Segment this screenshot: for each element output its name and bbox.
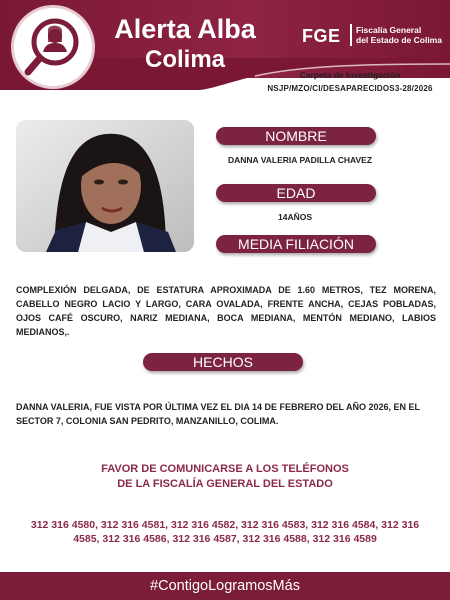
missing-person-photo xyxy=(16,120,194,252)
nombre-label: NOMBRE xyxy=(216,127,376,145)
media-filiacion-text: COMPLEXIÓN DELGADA, DE ESTATURA APROXIMADA DE 1.60 METROS, TEZ MORENA, CABELLO NEGRO LACIO Y LARGO, CARA OVALADA, FRENTE ANCHA, CEJAS POBLADAS, OJOS CAFÉ OSCURO, NARIZ MEDIANA, BOCA MEDIANA, MENTÓN MEDIANO, LABIOS MEDIANOS,. xyxy=(16,285,436,337)
hechos-label: HECHOS xyxy=(143,353,303,371)
brand-title-line2: Colima xyxy=(144,46,225,73)
agency-full-name xyxy=(356,25,442,45)
contact-instructions xyxy=(60,462,390,492)
logo-badge xyxy=(14,8,92,86)
contact-line2: DE LA FISCALÍA GENERAL DEL ESTADO xyxy=(117,478,333,490)
hechos-text: DANNA VALERIA, FUE VISTA POR ÚLTIMA VEZ EL DIA 14 DE FEBRERO DEL AÑO 2026, EN EL SECTOR 7, COLONIA SAN PEDRITO, MANZANILLO, COLIMA. xyxy=(16,402,420,426)
case-number: NSJP/MZO/CI/DESAPARECIDOS3-28/2026 xyxy=(267,84,433,93)
person-search-icon xyxy=(14,8,92,86)
contact-line1: FAVOR DE COMUNICARSE A LOS TELÉFONOS xyxy=(101,463,349,475)
brand-title xyxy=(100,16,270,72)
agency-acronym: FGE xyxy=(302,26,341,46)
edad-value: 14AÑOS xyxy=(277,212,312,222)
agency-divider xyxy=(350,24,352,46)
contact-phones: 312 316 4580, 312 316 4581, 312 316 4582, 312 316 4583, 312 316 4584, 312 316 4585, 312 316 4586, 312 316 4587, 312 316 4588, 312 316 4589 xyxy=(30,519,420,545)
edad-label: EDAD xyxy=(216,184,376,202)
footer-hashtag: #ContigoLogramosMás xyxy=(0,572,450,600)
media-filiacion-label: MEDIA FILIACIÓN xyxy=(216,235,376,253)
nombre-value: DANNA VALERIA PADILLA CHAVEZ xyxy=(227,155,373,165)
agency-full-line1: Fiscalía General xyxy=(356,25,422,35)
agency-full-line2: del Estado de Colima xyxy=(356,35,442,45)
brand-title-line1: Alerta Alba xyxy=(114,14,256,44)
case-label: Carpeta de Investigación xyxy=(299,70,401,80)
